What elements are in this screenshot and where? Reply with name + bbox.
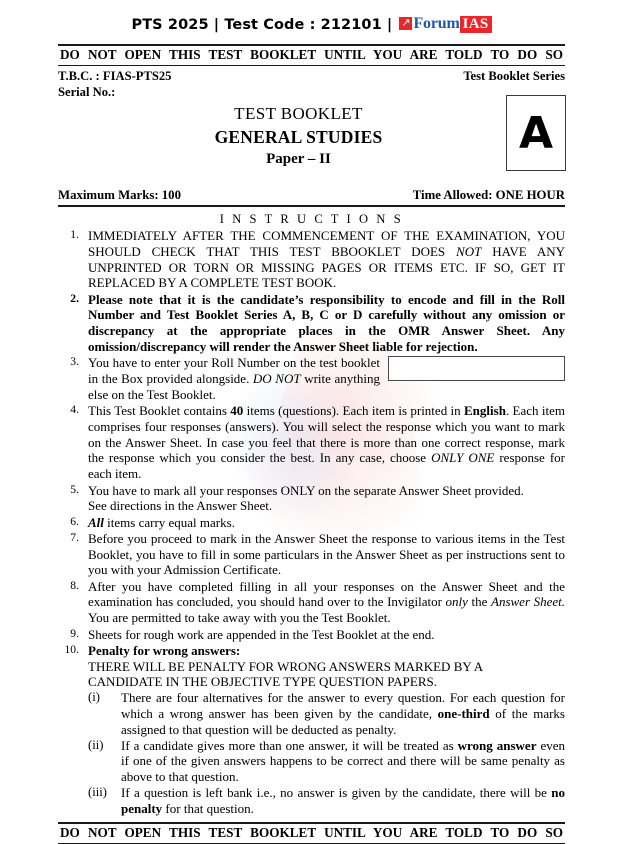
roll-number-box[interactable] [388,356,565,381]
instruction-item [58,483,565,515]
marks-underrule [58,205,565,207]
instruction-subitem-body [121,738,565,785]
series-letter-box [506,95,566,171]
instruction-number: 2. [70,291,79,305]
instruction-body [88,531,565,578]
instruction-text-fragment: only [445,594,468,610]
tbc-label: T.B.C. : FIAS-PTS25 [58,69,172,83]
instruction-subitem-number: (i) [88,690,100,705]
instruction-item [58,228,565,291]
instruction-text-fragment: If a candidate gives more than one answer, it will be treated as [121,737,458,753]
instruction-body [88,228,565,290]
instruction-subitem-body [121,690,565,737]
instruction-text-fragment: . Each item comprises four responses (answers). You will select the response which you want to mark on the Answer Sheet. In case you feel that there is more than one correct response, mark the response which you consider the best. In any case, choose [88,403,565,466]
instruction-text-fragment: Penalty for wrong answers: [88,642,241,658]
instruction-text-fragment: of the marks assigned to that question will be deducted as penalty. [121,705,565,737]
instruction-item [58,643,565,817]
instruction-body [88,355,380,402]
instruction-item [58,627,565,643]
penalty-line: THERE WILL BE PENALTY FOR WRONG ANSWERS MARKED BY A [88,658,484,674]
logo-forum-text: Forum [413,15,460,32]
instruction-item [58,579,565,626]
instruction-text-fragment: This Test Booklet contains [88,403,231,419]
instruction-number: 8. [70,578,79,592]
instruction-item [58,515,565,531]
instruction-text-fragment: All [88,514,104,530]
masthead [0,0,623,34]
marks-row [58,188,565,205]
instruction-text-fragment: Sheets for rough work are appended in the Test Booklet at the end. [88,626,435,642]
instruction-text-fragment: NOT [456,243,482,259]
logo-ias-text: IAS [460,16,492,33]
instruction-body [88,627,435,642]
instruction-subitem-body [121,785,565,816]
instruction-text-fragment: response for each item. [88,450,565,482]
tbc-row [58,69,565,84]
banner-top-underrule [58,65,565,66]
instruction-text-fragment: one-third [437,705,490,721]
instruction-text-fragment: write anything else on the Test Booklet. [88,371,380,402]
instruction-number: 9. [70,626,79,640]
forumias-logo [399,15,491,33]
penalty-line: CANDIDATE IN THE OBJECTIVE TYPE QUESTION PAPERS. [88,674,437,690]
instruction-number: 1. [70,228,79,241]
banner-bottom-text: DO NOT OPEN THIS TEST BOOKLET UNTIL YOU ARE TOLD TO DO SO [60,825,563,841]
instruction-text-fragment: no penalty [121,784,565,816]
instruction-subitem [88,785,565,817]
instruction-item [58,292,565,355]
instruction-subitem [88,738,565,785]
instruction-number: 10. [64,642,79,656]
instruction-text-fragment: If a question is left bank i.e., no answer is given by the candidate, there will be [121,784,552,800]
instruction-text-fragment: even if one of the given answers happens to be correct and there will be same penalty as above to that question. [121,737,565,785]
maximum-marks: Maximum Marks: 100 [58,188,181,202]
title-zone [58,100,565,186]
title-block [58,100,565,168]
instruction-text-fragment: the [467,594,491,610]
instruction-text-fragment: DO NOT [252,371,301,387]
instruction-number: 6. [70,514,79,528]
instruction-body [88,403,565,481]
instruction-body [88,643,240,658]
instruction-text-fragment: You have to mark all your responses ONLY on the separate Answer Sheet provided. [88,482,524,498]
instruction-text-fragment: You are permitted to take away with you the Test Booklet. [88,610,391,626]
instruction-text-fragment: 40 [230,403,244,419]
instruction-body [88,292,565,354]
instruction-body [88,579,565,626]
instruction-text-fragment: English [464,403,506,419]
serial-no-label: Serial No.: [58,85,116,99]
title-general-studies: GENERAL STUDIES [214,127,383,147]
instruction-item [58,403,565,482]
instruction-body [88,483,524,498]
instruction-subitem-number: (iii) [88,784,107,799]
instruction-text-fragment: Answer Sheet. [491,594,565,610]
instruction-text-fragment: ONLY ONE [431,450,495,466]
instruction-text-fragment: Before you proceed to mark in the Answer Sheet the response to various items in the Test Booklet, you have to fill in some particulars in the Answer Sheet as per instructions sent to you with your Admission Certificate. [88,530,565,578]
instruction-subitem-number: (ii) [88,737,104,752]
instruction-text-fragment: IMMEDIATELY AFTER THE COMMENCEMENT OF THE EXAMINATION, YOU SHOULD CHECK THAT THIS TEST BBOOKLET DOES [88,228,565,259]
title-test-booklet: TEST BOOKLET [234,104,363,123]
instruction-number: 5. [70,482,79,496]
instruction-text-fragment: for that question. [162,800,254,816]
instruction-number: 7. [70,530,79,544]
instruction-text-fragment: items carry equal marks. [103,514,235,530]
instructions-list [58,228,565,816]
instruction-item [58,531,565,578]
banner-top-text: DO NOT OPEN THIS TEST BOOKLET UNTIL YOU ARE TOLD TO DO SO [60,47,563,62]
instruction-subitem [88,690,565,737]
instruction-text-fragment: You have to enter your Roll Number on the test booklet in the Box provided alongside. [88,355,380,387]
instruction-number: 3. [70,355,79,369]
instruction-body [88,515,235,530]
title-paper: Paper – II [266,151,331,167]
instruction-text-fragment: There are four alternatives for the answer to every question. For each question for which a wrong answer has been given by the candidate, [121,690,565,721]
time-allowed: Time Allowed: ONE HOUR [412,188,565,202]
instructions-heading: I N S T R U C T I O N S [219,212,404,226]
instruction-text-fragment: After you have completed filling in all your responses on the Answer Sheet and the examination has concluded, you should hand over to the Invigilator [88,578,565,610]
instruction-item [58,355,565,402]
instruction-text-fragment: Please note that it is the candidate’s responsibility to encode and fill in the Roll Number and Test Booklet Series A, B, C or D carefully without any omission or discrepancy at the appropriate places in the OMR Answer Sheet. Any omission/discrepancy will render the Answer Sheet liable for rejection. [88,291,565,354]
series-letter: A [518,108,554,159]
arrow-up-right-icon [399,17,412,30]
instruction-text-fragment: items (questions). Each item is printed in [243,403,465,419]
instruction-sublist [88,690,565,816]
instruction-extra-line: See directions in the Answer Sheet. [88,498,273,514]
masthead-text: PTS 2025 | Test Code : 212101 | [131,17,393,33]
test-booklet-series-label: Test Booklet Series [463,69,565,83]
instruction-text-fragment: wrong answer [457,737,537,753]
instruction-text-fragment: HAVE ANY UNPRINTED OR TORN OR MISSING PAGES OR ITEMS ETC. IF SO, GET IT REPLACED BY A COMPLETE TEST BOOK. [88,243,565,291]
instruction-number: 4. [70,403,79,417]
